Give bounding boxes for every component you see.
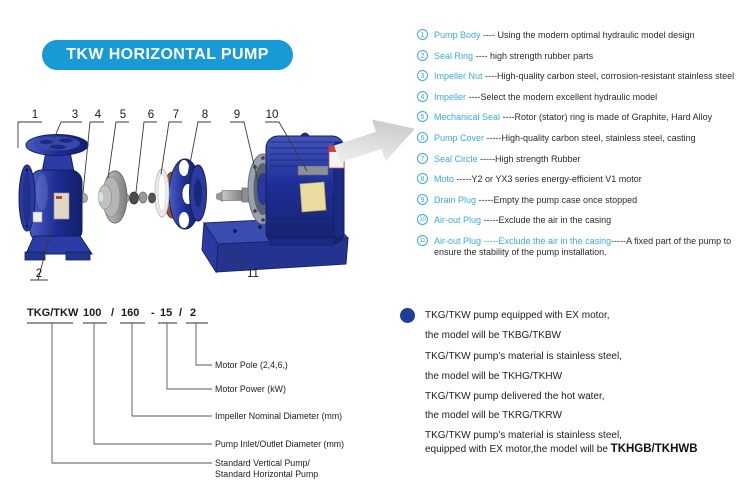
page-title: TKW HORIZONTAL PUMP bbox=[66, 46, 269, 63]
pump-cover-shape bbox=[164, 159, 207, 229]
part-number-badge: 7 bbox=[417, 153, 428, 164]
label-motor-pole: Motor Pole (2,4,6,) bbox=[215, 360, 288, 370]
variant-line: the model will be TKBG/TKBW bbox=[425, 330, 561, 341]
label-standard-line1: Standard Vertical Pump/ bbox=[215, 458, 310, 468]
o-ring-shape bbox=[155, 169, 169, 217]
part-item-6: 6 Pump Cover -----High-quality carbon steel, stainless steel, casting bbox=[417, 133, 751, 144]
label-motor-power: Motor Power (kW) bbox=[215, 384, 286, 394]
label-inlet-outlet: Pump Inlet/Outlet Diameter (mm) bbox=[215, 439, 345, 449]
callout-1: 1 bbox=[31, 109, 39, 121]
part-item-9: 9 Drain Plug -----Empty the pump case once stopped bbox=[417, 195, 751, 206]
variant-line: TKG/TKW pump delivered the hot water, bbox=[425, 391, 605, 402]
part-item-10: 10 Air-out Plug -----Exclude the air in the casing bbox=[417, 215, 751, 226]
part-number-badge: 6 bbox=[417, 132, 428, 143]
arrow-right-icon bbox=[327, 80, 422, 195]
part-number-badge: 1 bbox=[417, 29, 428, 40]
model-segment-inlet: 100 bbox=[83, 307, 102, 319]
title-banner bbox=[42, 40, 293, 70]
exploded-pump-diagram bbox=[8, 96, 353, 291]
variant-model-bold: TKHGB/TKHWB bbox=[610, 443, 698, 455]
variant-line: TKG/TKW pump's material is stainless steel, bbox=[425, 351, 622, 362]
part-item-8: 8 Moto -----Y2 or YX3 series energy-efficient V1 motor bbox=[417, 174, 751, 185]
model-code-diagram bbox=[18, 300, 378, 485]
part-item-7: 7 Seal Circle -----High strength Rubber bbox=[417, 154, 751, 165]
model-separator-3: / bbox=[179, 307, 183, 319]
part-number-badge: 4 bbox=[417, 91, 428, 102]
part-number-badge: 9 bbox=[417, 194, 428, 205]
callout-6: 6 bbox=[147, 109, 155, 121]
model-segment-power: 15 bbox=[160, 307, 173, 319]
part-number-badge: 3 bbox=[417, 70, 428, 81]
variant-line: the model will be TKRG/TKRW bbox=[425, 410, 562, 421]
part-number-badge: 11 bbox=[417, 235, 428, 246]
callout-2: 2 bbox=[35, 268, 43, 280]
variant-line: TKG/TKW pump's material is stainless steel, bbox=[425, 430, 622, 441]
model-segment-pole: 2 bbox=[190, 307, 197, 319]
bullet-icon bbox=[400, 308, 415, 323]
part-item-4: 4 Impeller ----Select the modern excellent hydraulic model bbox=[417, 92, 751, 103]
callout-11: 11 bbox=[247, 268, 259, 280]
model-segment-impeller: 160 bbox=[121, 307, 140, 319]
callout-7: 7 bbox=[172, 109, 180, 121]
variant-line-last: equipped with EX motor,the model will be TKHGB/TKHWB bbox=[425, 443, 698, 455]
variant-line: TKG/TKW pump equipped with EX motor, bbox=[425, 310, 610, 321]
variant-line: the model will be TKHG/TKHW bbox=[425, 371, 563, 382]
part-number-badge: 2 bbox=[417, 50, 428, 61]
label-standard-line2: Standard Horizontal Pump bbox=[215, 469, 319, 479]
pump-body-shape bbox=[19, 135, 92, 261]
part-item-11: 11 Air-out Plug -----Exclude the air in the casing-----A fixed part of the pump to ensure the stability of the pump installation. bbox=[417, 236, 751, 258]
impeller-shape bbox=[98, 171, 127, 223]
model-separator-1: / bbox=[111, 307, 115, 319]
model-segment-series: TKG/TKW bbox=[27, 307, 79, 319]
callout-8: 8 bbox=[201, 109, 209, 121]
part-number-badge: 5 bbox=[417, 111, 428, 122]
part-number-badge: 10 bbox=[417, 214, 428, 225]
part-number-badge: 8 bbox=[417, 173, 428, 184]
part-item-1: 1 Pump Body ---- Using the modern optimal hydraulic model design bbox=[417, 30, 751, 41]
parts-list bbox=[417, 30, 751, 268]
connector-lines bbox=[52, 323, 212, 463]
callout-10: 10 bbox=[265, 109, 279, 121]
callout-4: 4 bbox=[94, 109, 102, 121]
part-item-5: 5 Mechanical Seal ----Rotor (stator) ring is made of Graphite, Hard Alloy bbox=[417, 112, 751, 123]
callout-3: 3 bbox=[71, 109, 79, 121]
callout-5: 5 bbox=[119, 109, 127, 121]
callout-9: 9 bbox=[233, 109, 241, 121]
part-item-3: 3 Impeller Nut ----High-quality carbon steel, corrosion-resistant stainless steel bbox=[417, 71, 751, 82]
part-item-2: 2 Seal Ring ---- high strength rubber parts bbox=[417, 51, 751, 62]
model-separator-2: - bbox=[151, 307, 155, 319]
model-variants bbox=[398, 303, 750, 468]
label-impeller-diameter: Impeller Nominal Diameter (mm) bbox=[215, 411, 343, 421]
